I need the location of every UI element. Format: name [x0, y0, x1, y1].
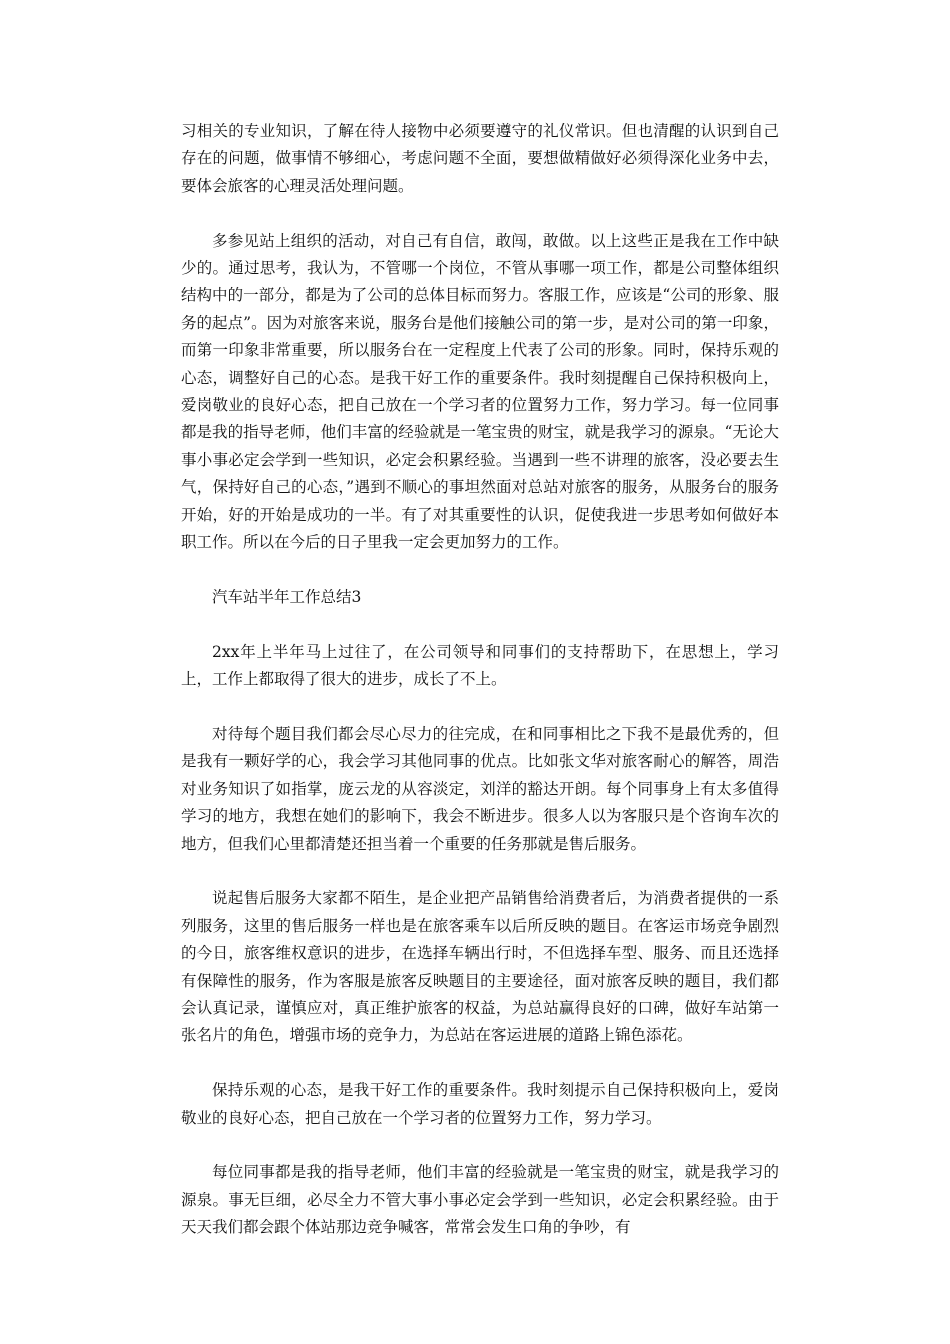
paragraph: 对待每个题目我们都会尽心尽力的往完成，在和同事相比之下我不是最优秀的，但是我有一颗好学的心，我会学习其他同事的优点。比如张文华对旅客耐心的解答，周浩对业务知识了如指掌，庞云龙的从容淡定，刘洋的豁达开朗。每个同事身上有太多值得学习的地方，我想在她们的影响下，我会不断进步。很多人以为客服只是个咨询车次的地方，但我们心里都清楚还担当着一个重要的任务那就是售后服务。 [181, 724, 779, 853]
paragraph: 每位同事都是我的指导老师，他们丰富的经验就是一笔宝贵的财宝，就是我学习的源泉。事无巨细，必尽全力不管大事小事必定会学到一些知识，必定会积累经验。由于天天我们都会跟个体站那边竞争喊客，常常会发生口角的争吵，有 [181, 1163, 779, 1237]
paragraph: 2xx年上半年马上过往了，在公司领导和同事们的支持帮助下，在思想上，学习上，工作上都取得了很大的进步，成长了不上。 [181, 642, 779, 689]
paragraph: 说起售后服务大家都不陌生，是企业把产品销售给消费者后，为消费者提供的一系列服务，这里的售后服务一样也是在旅客乘车以后所反映的题目。在客运市场竞争剧烈的今日，旅客维权意识的进步，在选择车辆出行时，不但选择车型、服务、而且还选择有保障性的服务，作为客服是旅客反映题目的主要途径，面对旅客反映的题目，我们都会认真记录，谨慎应对，真正维护旅客的权益，为总站赢得良好的口碑，做好车站第一张名片的角色，增强市场的竞争力，为总站在客运进展的道路上锦色添花。 [181, 889, 779, 1045]
paragraph: 多参见站上组织的活动，对自己有自信，敢闯，敢做。以上这些正是我在工作中缺少的。通过思考，我认为，不管哪一个岗位，不管从事哪一项工作，都是公司整体组织结构中的一部分，都是为了公司的总体目标而努力。客服工作，应该是“公司的形象、服务的起点”。因为对旅客来说，服务台是他们接触公司的第一步，是对公司的第一印象，而第一印象非常重要，所以服务台在一定程度上代表了公司的形象。同时，保持乐观的心态，调整好自己的心态。是我干好工作的重要条件。我时刻提醒自己保持积极向上，爱岗敬业的良好心态，把自己放在一个学习者的位置努力工作，努力学习。每一位同事都是我的指导老师，他们丰富的经验就是一笔宝贵的财宝，就是我学习的源泉。“无论大事小事必定会学到一些知识，必定会积累经验。当遇到一些不讲理的旅客，没必要去生气，保持好自己的心态，”遇到不顺心的事坦然面对总站对旅客的服务，从服务台的服务开始，好的开始是成功的一半。有了对其重要性的认识，促使我进一步思考如何做好本职工作。所以在今后的日子里我一定会更加努力的工作。 [181, 231, 779, 552]
paragraph-continuation: 习相关的专业知识，了解在待人接物中必须要遵守的礼仪常识。但也清醒的认识到自己存在的问题，做事情不够细心，考虑问题不全面，要想做精做好必须得深化业务中去，要体会旅客的心理灵活处理问题。 [181, 122, 779, 195]
paragraph: 保持乐观的心态，是我干好工作的重要条件。我时刻提示自己保持积极向上，爱岗敬业的良好心态，把自己放在一个学习者的位置努力工作，努力学习。 [181, 1081, 779, 1127]
section-heading: 汽车站半年工作总结3 [212, 587, 362, 606]
document-body [181, 118, 779, 1269]
